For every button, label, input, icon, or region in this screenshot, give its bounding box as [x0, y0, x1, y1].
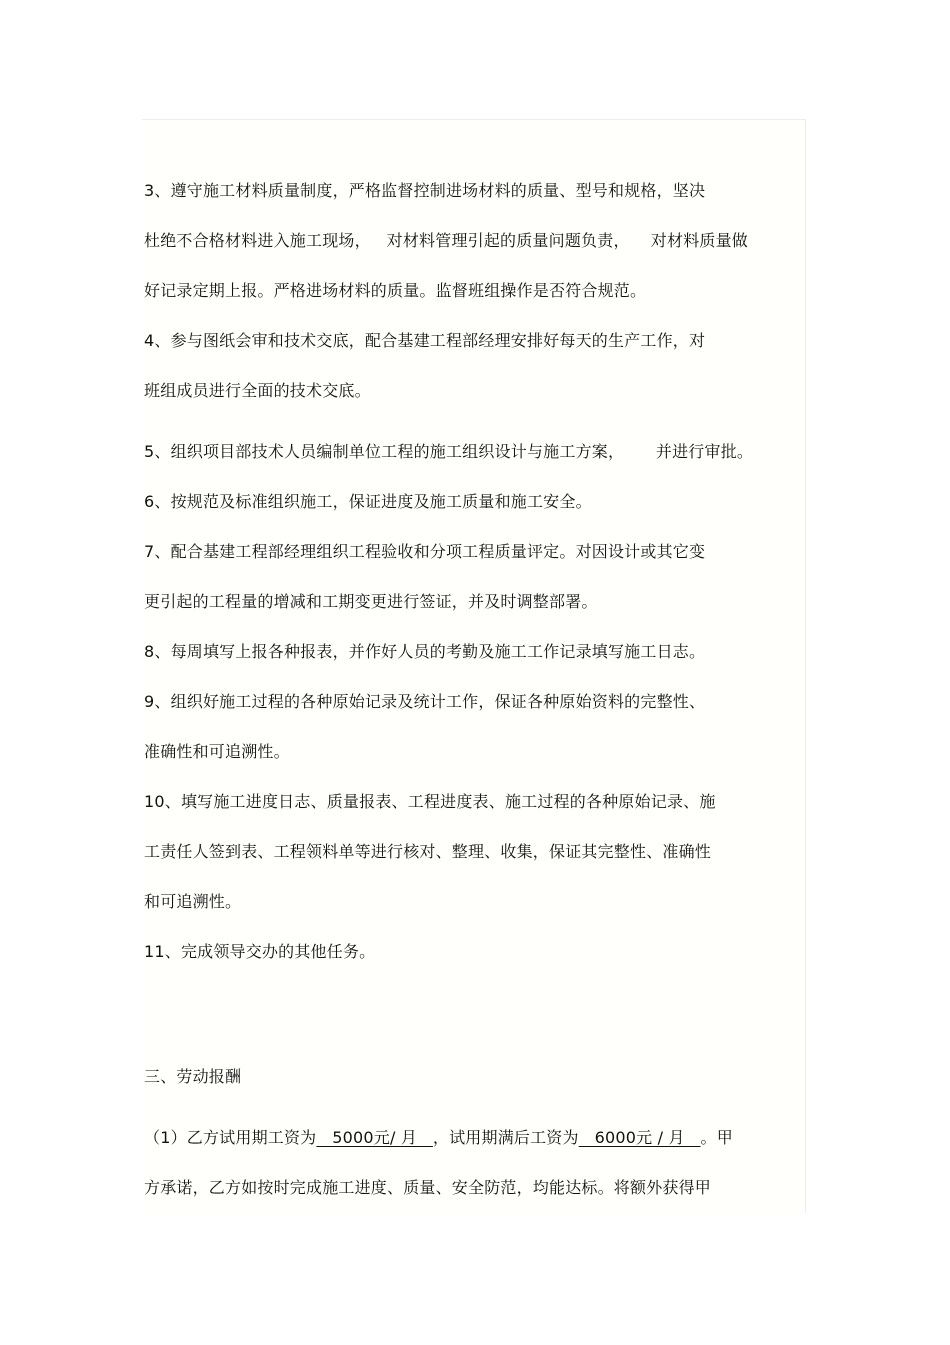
probation-salary-value: 5000元/ 月 — [316, 1128, 433, 1147]
clause-6-line-1: 6、按规范及标准组织施工，保证进度及施工质量和施工安全。 — [144, 492, 592, 511]
salary-line — [144, 1127, 733, 1149]
regular-salary-value: 6000元 / 月 — [578, 1128, 701, 1147]
clause-7-line-2: 更引起的工程量的增减和工期变更进行签证，并及时调整部署。 — [144, 592, 598, 611]
clause-8-line-1: 8、每周填写上报各种报表，并作好人员的考勤及施工工作记录填写施工日志。 — [144, 642, 706, 661]
salary-prefix: （1）乙方试用期工资为 — [144, 1128, 317, 1147]
clause-5-line-1: 5、组织项目部技术人员编制单位工程的施工组织设计与施工方案， 并进行审批。 — [144, 442, 754, 461]
clause-10-line-1: 10、填写施工进度日志、质量报表、工程进度表、施工过程的各种原始记录、施 — [144, 792, 716, 811]
clause-4-line-2: 班组成员进行全面的技术交底。 — [144, 381, 371, 400]
salary-middle: ，试用期满后工资为 — [432, 1128, 579, 1147]
clause-3-line-1: 3、遵守施工材料质量制度，严格监督控制进场材料的质量、型号和规格，坚决 — [144, 181, 706, 200]
clause-10-line-3: 和可追溯性。 — [144, 892, 242, 911]
clause-3-line-2: 杜绝不合格材料进入施工现场， 对材料管理引起的质量问题负责， 对材料质量做 — [144, 231, 749, 250]
clause-4-line-1: 4、参与图纸会审和技术交底，配合基建工程部经理安排好每天的生产工作，对 — [144, 331, 706, 350]
clause-10-line-2: 工责任人签到表、工程领料单等进行核对、整理、收集，保证其完整性、准确性 — [144, 842, 712, 861]
clause-11-line-1: 11、完成领导交办的其他任务。 — [144, 942, 376, 961]
clause-3-line-3: 好记录定期上报。严格进场材料的质量。监督班组操作是否符合规范。 — [144, 281, 647, 300]
section-heading: 三、劳动报酬 — [144, 1067, 242, 1086]
clause-7-line-1: 7、配合基建工程部经理组织工程验收和分项工程质量评定。对因设计或其它变 — [144, 542, 706, 561]
salary-suffix: 。甲 — [700, 1128, 733, 1147]
clause-9-line-1: 9、组织好施工过程的各种原始记录及统计工作，保证各种原始资料的完整性、 — [144, 692, 706, 711]
salary-continuation-line: 方承诺，乙方如按时完成施工进度、质量、安全防范，均能达标。将额外获得甲 — [144, 1178, 712, 1197]
clause-9-line-2: 准确性和可追溯性。 — [144, 742, 290, 761]
